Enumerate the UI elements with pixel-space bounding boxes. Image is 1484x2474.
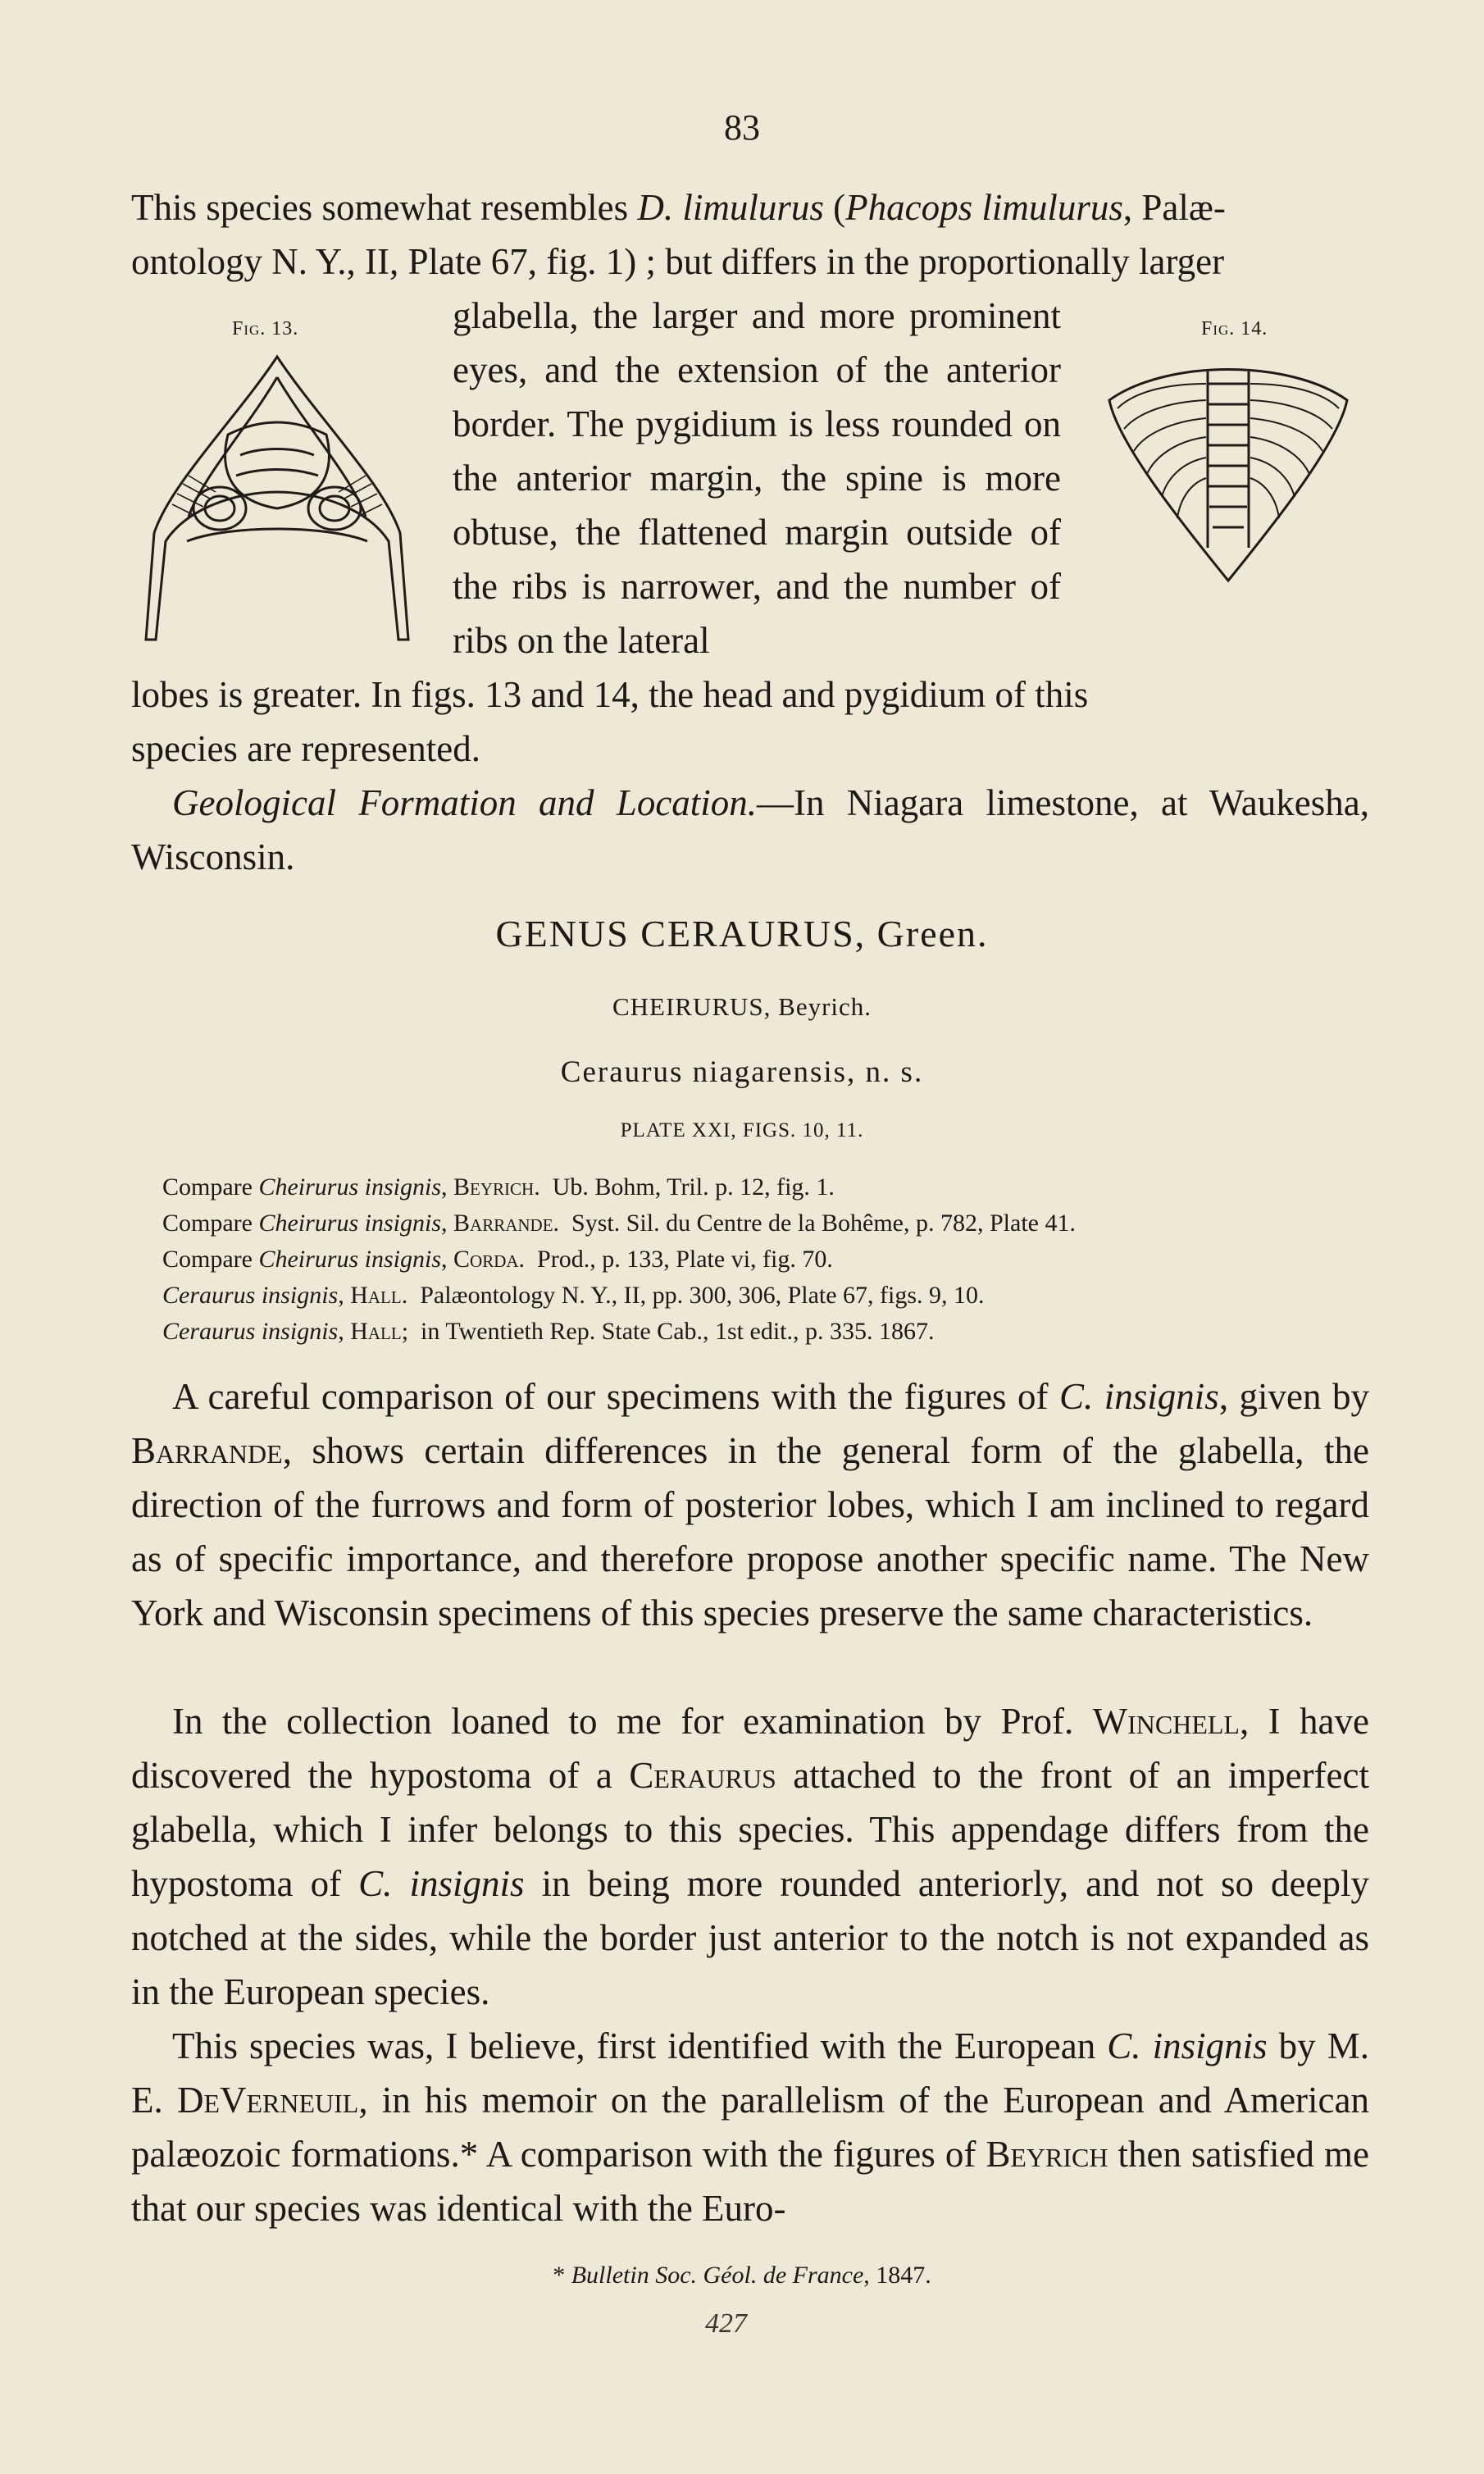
- reference: Syst. Sil. du Centre de la Bohême, p. 782, Plate 41.: [571, 1210, 1076, 1237]
- text: in being more rounded anteriorly, and not so deeply notched at the sides, while the border just anterior to the notch is not expanded as in the European species.: [131, 1863, 1369, 2012]
- text: Compare: [162, 1210, 259, 1237]
- taxon: C. insignis: [358, 1863, 525, 1904]
- author: Beyrich.: [453, 1173, 540, 1201]
- author: Beyrich: [986, 2134, 1108, 2175]
- paragraph-line: lobes is greater. In figs. 13 and 14, the head and pygidium of this: [131, 674, 1089, 715]
- paragraph-line: species are represented.: [131, 728, 481, 769]
- taxon: Cheirurus insignis: [258, 1173, 442, 1201]
- author: Hall;: [350, 1318, 409, 1345]
- wrapped-paragraph: glabella, the larger and more prominent eyes, and the extension of the anterior border. The pygidium is less rounded on the anterior margin, the spine is more obtuse, the flattened margin outside of the ribs is narrower, and the number of ribs on the lateral: [453, 295, 1061, 661]
- footnote: [0, 2262, 1484, 2289]
- taxon: Phacops limulurus: [845, 187, 1123, 228]
- body-paragraph: [131, 1694, 1369, 2019]
- text: , given by: [1218, 1376, 1370, 1417]
- geological-formation-text: —In Niagara limestone, at Waukesha, Wisconsin.: [131, 782, 1369, 877]
- subgenus-heading: CHEIRURUS, Beyrich.: [612, 992, 872, 1021]
- footnote-marker: *: [553, 2262, 571, 2289]
- reference: Palæontology N. Y., II, pp. 300, 306, Plate 67, figs. 9, 10.: [420, 1282, 985, 1309]
- text: , in his memoir on the parallelism of the European and American palæozoic formations.* A comparison with the figures of: [131, 2080, 1369, 2175]
- footnote-title: Bulletin Soc. Géol. de France: [571, 2262, 864, 2289]
- text: Compare: [162, 1173, 259, 1201]
- author: Barrande.: [453, 1210, 560, 1237]
- genus-heading: GENUS CERAURUS, Green.: [495, 913, 989, 955]
- taxon: C. insignis: [1107, 2025, 1268, 2066]
- synonymy-entry: Ceraurus insignis, Hall. Palæontology N. Y., II, pp. 300, 306, Plate 67, figs. 9, 10.: [162, 1282, 985, 1309]
- body-paragraph: [131, 2019, 1369, 2235]
- taxon: Cheirurus insignis: [258, 1210, 442, 1237]
- taxon: C. insignis: [1059, 1376, 1219, 1417]
- plate-reference: PLATE XXI, FIGS. 10, 11.: [620, 1119, 864, 1141]
- species-heading: Ceraurus niagarensis, n. s.: [560, 1055, 924, 1089]
- text: (: [823, 187, 846, 228]
- text: by M. E.: [131, 2025, 1370, 2121]
- text: then satisfied me that our species was identical with the Euro-: [131, 2134, 1369, 2229]
- taxon: D. limulurus: [637, 187, 824, 228]
- synonymy-entry: Compare Cheirurus insignis, Barrande. Syst. Sil. du Centre de la Bohême, p. 782, Plate 41.: [162, 1210, 1076, 1237]
- reference: in Twentieth Rep. State Cab., 1st edit., p. 335. 1867.: [421, 1318, 935, 1345]
- text: Compare: [162, 1246, 259, 1273]
- synonymy-entry: Compare Cheirurus insignis, Corda. Prod., p. 133, Plate vi, fig. 70.: [162, 1246, 833, 1273]
- author: Winchell: [1092, 1701, 1240, 1742]
- paragraph-line: ontology N. Y., II, Plate 67, fig. 1) ; but differs in the proportionally larger: [131, 241, 1225, 282]
- body-paragraph: [131, 1369, 1369, 1640]
- synonymy-entry: Compare Cheirurus insignis, Beyrich. Ub. Bohm, Tril. p. 12, fig. 1.: [162, 1173, 835, 1201]
- genus: Ceraurus: [629, 1755, 776, 1796]
- taxon: Ceraurus insignis: [162, 1318, 339, 1345]
- text: In the collection loaned to me for examination by Prof.: [172, 1701, 1093, 1742]
- taxon: Cheirurus insignis: [258, 1246, 442, 1273]
- text: This species was, I believe, first identified with the European: [172, 2025, 1108, 2066]
- figure-14-pygidium-illustration: [1093, 343, 1363, 589]
- text: , shows certain differences in the general form of the glabella, the direction of the furrows and form of posterior lobes, which I am inclined to regard as of specific importance, and therefore propose another specific name. The New York and Wisconsin specimens of this species preserve the same characteristics.: [131, 1430, 1369, 1633]
- text: A careful comparison of our specimens with the figures of: [172, 1376, 1060, 1417]
- figure-13-trilobite-head-illustration: [138, 344, 425, 648]
- text: This species somewhat resembles: [131, 187, 638, 228]
- reference: Ub. Bohm, Tril. p. 12, fig. 1.: [552, 1173, 835, 1201]
- synonymy-entry: Ceraurus insignis, Hall; in Twentieth Rep. State Cab., 1st edit., p. 335. 1867.: [162, 1318, 935, 1345]
- text: attached to the front of an imperfect glabella, which I infer belongs to this species. This appendage differs from the hypostoma of: [131, 1755, 1369, 1904]
- author: DeVerneuil: [176, 2080, 359, 2121]
- geological-formation-paragraph: [131, 776, 1369, 884]
- text: , Palæ-: [1122, 187, 1226, 228]
- author: Corda.: [453, 1246, 526, 1273]
- author: Hall.: [350, 1282, 408, 1309]
- taxon: Ceraurus insignis: [162, 1282, 339, 1309]
- footnote-year: , 1847.: [863, 2262, 931, 2289]
- paragraph-line: [131, 180, 1369, 235]
- text: , I have discovered the hypostoma of a: [131, 1701, 1369, 1796]
- figure-13-label: Fig. 13.: [232, 318, 299, 339]
- geological-formation-label: Geological Formation and Location.: [172, 782, 758, 823]
- handwritten-number: 427: [705, 2308, 747, 2339]
- page-number: 83: [724, 107, 760, 148]
- author: Barrande: [131, 1430, 283, 1471]
- synonymy-list: [162, 1169, 1359, 1350]
- figure-14-label: Fig. 14.: [1201, 318, 1268, 339]
- reference: Prod., p. 133, Plate vi, fig. 70.: [537, 1246, 833, 1273]
